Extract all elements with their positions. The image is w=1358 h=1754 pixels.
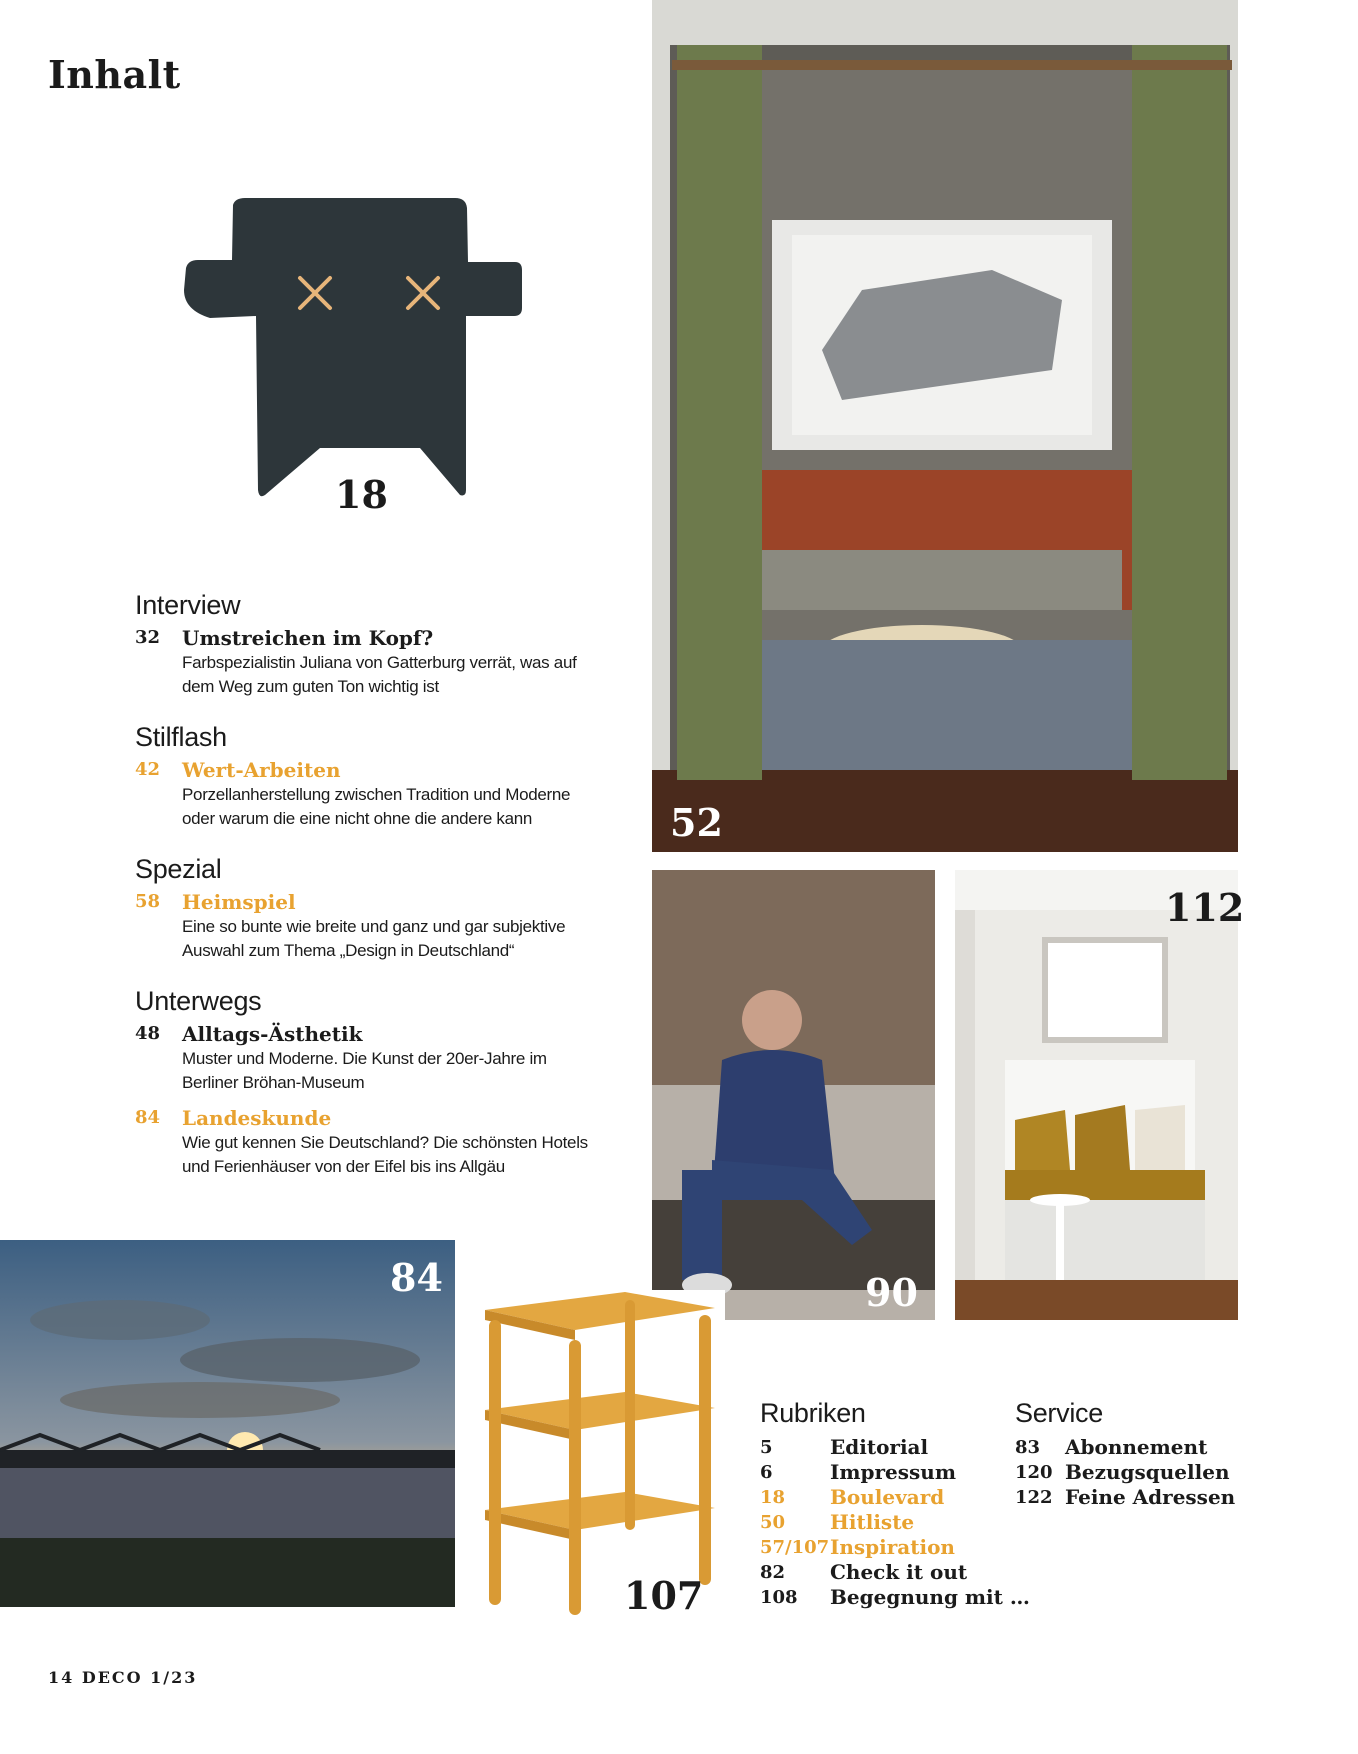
footer-page-number: 14 (48, 1668, 75, 1687)
footer-magazine: DECO 1/23 (81, 1668, 198, 1687)
entry-description: Wie gut kennen Sie Deutschland? Die schönsten Hotels (182, 1133, 588, 1152)
list-item[interactable] (760, 1510, 1030, 1535)
sunset-bridge-photo (0, 1240, 455, 1607)
entry-page-number: 48 (135, 1023, 161, 1044)
entry-description: und Ferienhäuser von der Eifel bis ins Allgäu (182, 1157, 505, 1176)
list-item-number: 122 (1015, 1487, 1053, 1508)
interior-photo (652, 0, 1238, 852)
toc-entry[interactable] (135, 889, 655, 963)
entry-description: Porzellanherstellung zwischen Tradition und Moderne (182, 785, 571, 804)
toc-section-unterwegs (135, 986, 655, 1189)
list-item-number: 83 (1015, 1437, 1041, 1458)
list-item-label: Bezugsquellen (1065, 1460, 1230, 1484)
list-item[interactable] (1015, 1460, 1255, 1485)
section-heading: Stilflash (135, 722, 227, 752)
rubriken-heading: Rubriken (760, 1398, 866, 1428)
list-item-label: Inspiration (830, 1535, 955, 1559)
list-item[interactable] (760, 1485, 1030, 1510)
entry-page-number: 32 (135, 627, 161, 648)
toc-entry[interactable] (135, 625, 655, 699)
entry-page-number: 58 (135, 891, 161, 912)
list-item-label: Abonnement (1065, 1435, 1208, 1459)
window-seat-photo (955, 870, 1238, 1320)
list-item-number: 120 (1015, 1462, 1053, 1483)
toc-entry[interactable] (135, 1021, 655, 1095)
service-heading: Service (1015, 1398, 1103, 1428)
list-item-number: 108 (760, 1587, 798, 1608)
list-item[interactable] (760, 1435, 1030, 1460)
list-item[interactable] (760, 1585, 1030, 1610)
entry-description: Berliner Bröhan-Museum (182, 1073, 365, 1092)
page-number-52: 52 (670, 800, 723, 845)
section-heading: Unterwegs (135, 986, 262, 1016)
list-item-number: 50 (760, 1512, 786, 1533)
toc-section-stilflash (135, 722, 655, 841)
entry-title: Umstreichen im Kopf? (182, 626, 434, 650)
entry-title: Wert-Arbeiten (182, 758, 341, 782)
entry-description: Muster und Moderne. Die Kunst der 20er-Jahre im (182, 1049, 547, 1068)
entry-page-number: 42 (135, 759, 161, 780)
service-list (1015, 1398, 1255, 1510)
list-item-number: 6 (760, 1462, 773, 1483)
list-item[interactable] (1015, 1485, 1255, 1510)
entry-title: Heimspiel (182, 890, 296, 914)
page-title: Inhalt (48, 52, 181, 97)
list-item[interactable] (760, 1560, 1030, 1585)
list-item-label: Impressum (830, 1460, 956, 1484)
list-item-label: Hitliste (830, 1510, 915, 1534)
list-item-number: 57/107 (760, 1537, 830, 1558)
list-item-number: 82 (760, 1562, 786, 1583)
entry-title: Landeskunde (182, 1106, 332, 1130)
entry-page-number: 84 (135, 1107, 161, 1128)
toc-section-spezial (135, 854, 655, 973)
portrait-photo (652, 870, 935, 1320)
list-item-label: Feine Adressen (1065, 1485, 1236, 1509)
entry-title: Alltags-Ästhetik (182, 1022, 363, 1046)
entry-description: oder warum die eine nicht ohne die andere kann (182, 809, 533, 828)
list-item-number: 5 (760, 1437, 773, 1458)
stool-photo (170, 190, 560, 510)
list-item[interactable] (760, 1460, 1030, 1485)
rubriken-list (760, 1398, 1030, 1610)
entry-description: Farbspezialistin Juliana von Gatterburg verrät, was auf (182, 653, 577, 672)
shelf-photo (475, 1290, 725, 1620)
page-footer (48, 1668, 197, 1687)
section-heading: Interview (135, 590, 241, 620)
list-item[interactable] (1015, 1435, 1255, 1460)
list-item-label: Editorial (830, 1435, 929, 1459)
page-number-90: 90 (865, 1270, 918, 1315)
toc-entry[interactable] (135, 1105, 655, 1179)
page-number-112: 112 (1165, 885, 1245, 930)
toc-section-interview (135, 590, 655, 709)
list-item-label: Check it out (830, 1560, 968, 1584)
list-item-label: Begegnung mit … (830, 1585, 1030, 1609)
entry-description: Auswahl zum Thema „Design in Deutschland“ (182, 941, 515, 960)
list-item-label: Boulevard (830, 1485, 945, 1509)
list-item[interactable] (760, 1535, 1030, 1560)
list-item-number: 18 (760, 1487, 786, 1508)
entry-description: dem Weg zum guten Ton wichtig ist (182, 677, 439, 696)
toc-entry[interactable] (135, 757, 655, 831)
page-number-107: 107 (624, 1573, 704, 1618)
section-heading: Spezial (135, 854, 222, 884)
page-number-84: 84 (390, 1255, 443, 1300)
entry-description: Eine so bunte wie breite und ganz und gar subjektive (182, 917, 566, 936)
page-number-18: 18 (335, 472, 388, 517)
